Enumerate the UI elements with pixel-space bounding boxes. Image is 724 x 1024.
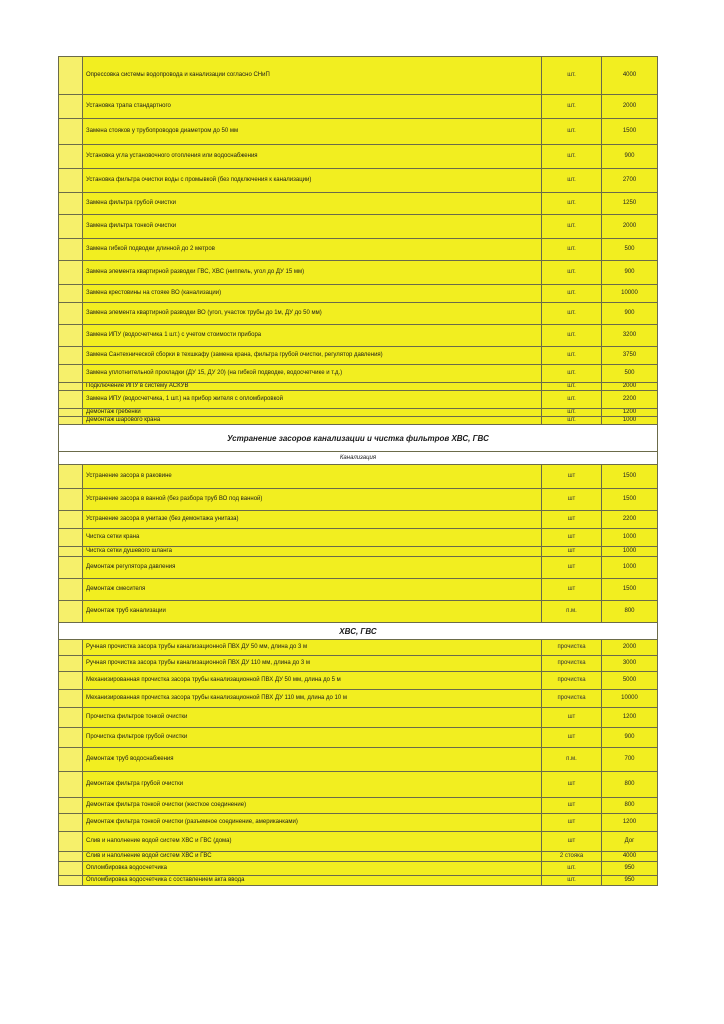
service-name: Замена фильтра тонкой очистки: [83, 215, 542, 239]
price-value: 950: [602, 876, 658, 886]
unit-of-measure: прочистка: [542, 656, 602, 672]
service-name: Слив и наполнение водой систем ХВС и ГВС: [83, 852, 542, 862]
price-value: 900: [602, 303, 658, 325]
table-row: [59, 640, 658, 656]
service-name: Демонтаж труб водоснабжения: [83, 748, 542, 772]
service-name: Демонтаж труб канализации: [83, 601, 542, 623]
price-value: 1500: [602, 465, 658, 489]
service-name: Устранение засора в раковине: [83, 465, 542, 489]
service-name: Демонтаж фильтра тонкой очистки (жесткое соединение): [83, 798, 542, 814]
unit-of-measure: шт.: [542, 57, 602, 95]
service-name: Демонтаж шарового крана: [83, 417, 542, 425]
row-marker: [59, 852, 83, 862]
row-marker: [59, 748, 83, 772]
service-name: Прочистка фильтров грубой очистки: [83, 728, 542, 748]
unit-of-measure: п.м.: [542, 601, 602, 623]
unit-of-measure: шт.: [542, 862, 602, 876]
service-name: Опрессовка системы водопровода и канализации согласно СНиП: [83, 57, 542, 95]
unit-of-measure: шт.: [542, 169, 602, 193]
service-name: Установка угла установочного отопления или водоснабжения: [83, 145, 542, 169]
row-marker: [59, 391, 83, 409]
table-row: [59, 798, 658, 814]
unit-of-measure: шт.: [542, 95, 602, 119]
table-row: [59, 303, 658, 325]
table-row: [59, 832, 658, 852]
price-value: 900: [602, 261, 658, 285]
price-value: 800: [602, 772, 658, 798]
table-row: [59, 529, 658, 547]
service-name: Замена фильтра грубой очистки: [83, 193, 542, 215]
unit-of-measure: шт.: [542, 215, 602, 239]
price-value: 1500: [602, 489, 658, 511]
price-value: 4000: [602, 57, 658, 95]
service-name: Слив и наполнение водой систем ХВС и ГВС (дома): [83, 832, 542, 852]
row-marker: [59, 529, 83, 547]
table-row: [59, 239, 658, 261]
row-marker: [59, 169, 83, 193]
row-marker: [59, 798, 83, 814]
row-marker: [59, 347, 83, 365]
table-row: [59, 417, 658, 425]
unit-of-measure: шт.: [542, 876, 602, 886]
row-marker: [59, 325, 83, 347]
row-marker: [59, 728, 83, 748]
unit-of-measure: шт: [542, 489, 602, 511]
row-marker: [59, 547, 83, 557]
price-list-sheet: [58, 56, 658, 886]
table-row: [59, 365, 658, 383]
price-value: 3750: [602, 347, 658, 365]
service-name: Демонтаж фильтра грубой очистки: [83, 772, 542, 798]
row-marker: [59, 579, 83, 601]
service-name: Ручная прочистка засора трубы канализационной ПВХ ДУ 50 мм, длина до 3 м: [83, 640, 542, 656]
service-name: Устранение засора в унитазе (без демонтажа унитаза): [83, 511, 542, 529]
table-row: [59, 656, 658, 672]
sewer-section: [59, 465, 658, 623]
table-row: [59, 261, 658, 285]
table-row: [59, 814, 658, 832]
service-name: Установка фильтра очистки воды с промывкой (без подключения к канализации): [83, 169, 542, 193]
row-marker: [59, 465, 83, 489]
price-value: 1500: [602, 579, 658, 601]
row-marker: [59, 95, 83, 119]
table-row: [59, 690, 658, 708]
service-name: Механизированная прочистка засора трубы канализационной ПВХ ДУ 110 мм, длина до 10 м: [83, 690, 542, 708]
table-row: [59, 95, 658, 119]
unit-of-measure: п.м.: [542, 748, 602, 772]
unit-of-measure: шт.: [542, 365, 602, 383]
table-row: [59, 57, 658, 95]
service-name: Опломбировка водосчетчика: [83, 862, 542, 876]
unit-of-measure: шт: [542, 798, 602, 814]
price-value: 10000: [602, 690, 658, 708]
row-marker: [59, 261, 83, 285]
table-row: [59, 728, 658, 748]
price-value: 1000: [602, 557, 658, 579]
row-marker: [59, 876, 83, 886]
service-name: Чистка сетки крана: [83, 529, 542, 547]
service-name: Замена элемента квартирной разводки ГВС, ХВС (ниппель, угол до ДУ 15 мм): [83, 261, 542, 285]
section-title: Устранение засоров канализации и чистка фильтров ХВС, ГВС: [59, 425, 658, 452]
service-name: Замена гибкой подводки длинной до 2 метров: [83, 239, 542, 261]
unit-of-measure: шт.: [542, 325, 602, 347]
unit-of-measure: шт: [542, 557, 602, 579]
row-marker: [59, 557, 83, 579]
price-value: 500: [602, 239, 658, 261]
table-row: [59, 862, 658, 876]
row-marker: [59, 862, 83, 876]
unit-of-measure: шт: [542, 579, 602, 601]
price-value: 3200: [602, 325, 658, 347]
row-marker: [59, 145, 83, 169]
unit-of-measure: шт: [542, 465, 602, 489]
row-marker: [59, 511, 83, 529]
subsection-row-water: [59, 623, 658, 640]
table-row: [59, 347, 658, 365]
service-name: Демонтаж смесителя: [83, 579, 542, 601]
service-name: Прочистка фильтров тонкой очистки: [83, 708, 542, 728]
service-name: Замена элемента квартирной разводки ВО (угол, участок трубы до 1м, ДУ до 50 мм): [83, 303, 542, 325]
unit-of-measure: шт.: [542, 303, 602, 325]
unit-of-measure: шт: [542, 832, 602, 852]
table-row: [59, 465, 658, 489]
table-row: [59, 852, 658, 862]
price-value: 1000: [602, 417, 658, 425]
row-marker: [59, 215, 83, 239]
table-row: [59, 193, 658, 215]
table-row: [59, 601, 658, 623]
price-value: 1250: [602, 193, 658, 215]
price-value: 2000: [602, 215, 658, 239]
row-marker: [59, 417, 83, 425]
table-row: [59, 325, 658, 347]
subsection-row-sewer: [59, 452, 658, 465]
price-value: 2000: [602, 640, 658, 656]
price-value: 3000: [602, 656, 658, 672]
table-row: [59, 383, 658, 391]
unit-of-measure: шт: [542, 708, 602, 728]
row-marker: [59, 832, 83, 852]
unit-of-measure: прочистка: [542, 640, 602, 656]
unit-of-measure: шт: [542, 547, 602, 557]
row-marker: [59, 409, 83, 417]
table-row: [59, 285, 658, 303]
price-value: 2200: [602, 391, 658, 409]
table-row: [59, 145, 658, 169]
price-value: 900: [602, 145, 658, 169]
price-value: 1200: [602, 708, 658, 728]
table-row: [59, 672, 658, 690]
table-row: [59, 708, 658, 728]
unit-of-measure: шт.: [542, 239, 602, 261]
unit-of-measure: шт.: [542, 285, 602, 303]
table-row: [59, 547, 658, 557]
service-name: Демонтаж фильтра тонкой очистки (разъемное соединение, американками): [83, 814, 542, 832]
table-row: [59, 876, 658, 886]
service-name: Механизированная прочистка засора трубы канализационной ПВХ ДУ 50 мм, длина до 5 м: [83, 672, 542, 690]
service-name: Замена ИПУ (водосчетчика, 1 шт.) на прибор жителя с опломбировкой: [83, 391, 542, 409]
unit-of-measure: шт.: [542, 145, 602, 169]
row-marker: [59, 489, 83, 511]
service-name: Замена крестовины на стояке ВО (канализации): [83, 285, 542, 303]
row-marker: [59, 656, 83, 672]
unit-of-measure: шт.: [542, 383, 602, 391]
unit-of-measure: шт.: [542, 193, 602, 215]
price-value: 950: [602, 862, 658, 876]
row-marker: [59, 365, 83, 383]
unit-of-measure: шт.: [542, 409, 602, 417]
service-name: Демонтаж гребенки: [83, 409, 542, 417]
unit-of-measure: шт: [542, 772, 602, 798]
service-name: Устранение засора в ванной (без разбора труб ВО под ванной): [83, 489, 542, 511]
table-row: [59, 579, 658, 601]
price-value: 2000: [602, 383, 658, 391]
service-name: Опломбировка водосчетчика с составлением акта ввода: [83, 876, 542, 886]
row-marker: [59, 119, 83, 145]
unit-of-measure: шт: [542, 728, 602, 748]
unit-of-measure: шт.: [542, 347, 602, 365]
price-value: 500: [602, 365, 658, 383]
price-value: 1500: [602, 119, 658, 145]
service-name: Замена уплотнительной прокладки (ДУ 15, ДУ 20) (на гибкой подводке, водосчетчике и т.д.): [83, 365, 542, 383]
unit-of-measure: шт: [542, 511, 602, 529]
water-section: [59, 640, 658, 886]
unit-of-measure: 2 стояка: [542, 852, 602, 862]
row-marker: [59, 708, 83, 728]
service-name: Замена Сантехнической сборки в техшкафу (замена крана, фильтра грубой очистки, регулятор давления): [83, 347, 542, 365]
row-marker: [59, 285, 83, 303]
price-value: 1000: [602, 547, 658, 557]
price-value: 700: [602, 748, 658, 772]
price-value: 2700: [602, 169, 658, 193]
price-value: 5000: [602, 672, 658, 690]
row-marker: [59, 640, 83, 656]
table-row: [59, 215, 658, 239]
unit-of-measure: прочистка: [542, 690, 602, 708]
row-marker: [59, 672, 83, 690]
subsection-title-sewer: Канализация: [59, 452, 658, 465]
unit-of-measure: шт.: [542, 391, 602, 409]
table-row: [59, 511, 658, 529]
row-marker: [59, 239, 83, 261]
table-row: [59, 409, 658, 417]
price-value: 10000: [602, 285, 658, 303]
service-name: Замена ИПУ (водосчетчика 1 шт.) с учетом стоимости прибора: [83, 325, 542, 347]
service-name: Подключение ИПУ в систему АСКУВ: [83, 383, 542, 391]
table-row: [59, 391, 658, 409]
table-row: [59, 557, 658, 579]
service-name: Замена стояков у трубопроводов диаметром до 50 мм: [83, 119, 542, 145]
unit-of-measure: шт: [542, 814, 602, 832]
table-row: [59, 119, 658, 145]
row-marker: [59, 383, 83, 391]
price-table: [58, 56, 658, 886]
unit-of-measure: шт.: [542, 417, 602, 425]
unit-of-measure: шт: [542, 529, 602, 547]
table-row: [59, 772, 658, 798]
row-marker: [59, 193, 83, 215]
subsection-title-water: ХВС, ГВС: [59, 623, 658, 640]
unit-of-measure: шт.: [542, 261, 602, 285]
price-value: 1200: [602, 814, 658, 832]
service-name: Установка трапа стандартного: [83, 95, 542, 119]
price-value: 900: [602, 728, 658, 748]
price-value: 2000: [602, 95, 658, 119]
price-value: 800: [602, 601, 658, 623]
row-marker: [59, 601, 83, 623]
price-value: Дог: [602, 832, 658, 852]
service-name: Ручная прочистка засора трубы канализационной ПВХ ДУ 110 мм, длина до 3 м: [83, 656, 542, 672]
row-marker: [59, 690, 83, 708]
table-row: [59, 169, 658, 193]
price-value: 4000: [602, 852, 658, 862]
plumbing-section: [59, 57, 658, 425]
table-row: [59, 489, 658, 511]
row-marker: [59, 772, 83, 798]
service-name: Чистка сетки душевого шланга: [83, 547, 542, 557]
price-value: 2200: [602, 511, 658, 529]
row-marker: [59, 303, 83, 325]
price-value: 1000: [602, 529, 658, 547]
service-name: Демонтаж регулятора давления: [83, 557, 542, 579]
row-marker: [59, 57, 83, 95]
row-marker: [59, 814, 83, 832]
section-title-row: [59, 425, 658, 452]
price-value: 800: [602, 798, 658, 814]
price-value: 1200: [602, 409, 658, 417]
unit-of-measure: прочистка: [542, 672, 602, 690]
unit-of-measure: шт.: [542, 119, 602, 145]
table-row: [59, 748, 658, 772]
